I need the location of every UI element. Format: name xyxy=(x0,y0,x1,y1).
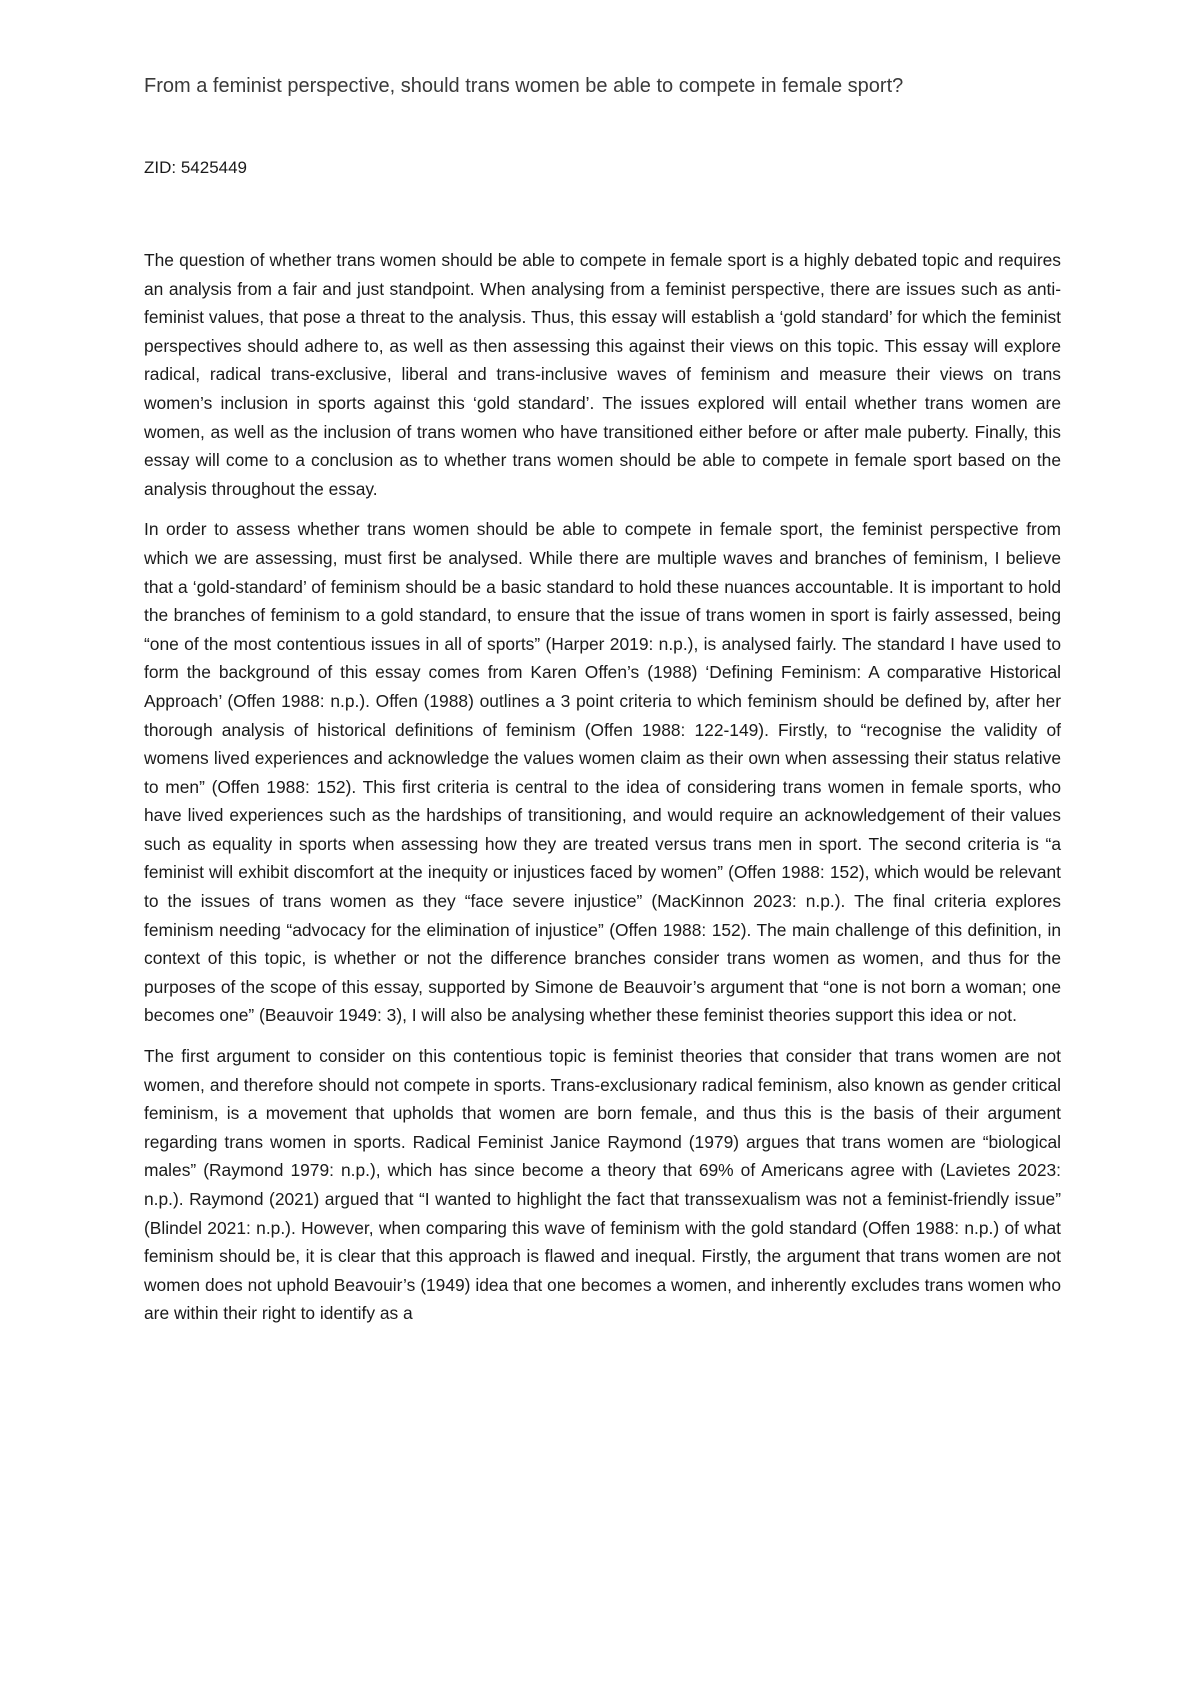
essay-paragraph-1: The question of whether trans women should be able to compete in female sport is a highly debated topic and requires an analysis from a fair and just standpoint. When analysing from a feminist perspective, there are issues such as anti-feminist values, that pose a threat to the analysis. Thus, this essay will establish a ‘gold standard’ for which the feminist perspectives should adhere to, as well as then assessing this against their views on this topic. This essay will explore radical, radical trans-exclusive, liberal and trans-inclusive waves of feminism and measure their views on trans women’s inclusion in sports against this ‘gold standard’. The issues explored will entail whether trans women are women, as well as the inclusion of trans women who have transitioned either before or after male puberty. Finally, this essay will come to a conclusion as to whether trans women should be able to compete in female sport based on the analysis throughout the essay. xyxy=(144,250,1061,499)
document-content xyxy=(144,72,1061,1340)
essay-body xyxy=(144,246,1061,1328)
essay-paragraph-2: In order to assess whether trans women should be able to compete in female sport, the feminist perspective from which we are assessing, must first be analysed. While there are multiple waves and branches of feminism, I believe that a ‘gold-standard’ of feminism should be a basic standard to hold these nuances accountable. It is important to hold the branches of feminism to a gold standard, to ensure that the issue of trans women in sport is fairly assessed, being “one of the most contentious issues in all of sports” (Harper 2019: n.p.), is analysed fairly. The standard I have used to form the background of this essay comes from Karen Offen’s (1988) ‘Defining Feminism: A comparative Historical Approach’ (Offen 1988: n.p.). Offen (1988) outlines a 3 point criteria to which feminism should be defined by, after her thorough analysis of historical definitions of feminism (Offen 1988: 122-149). Firstly, to “recognise the validity of womens lived experiences and acknowledge the values women claim as their own when assessing their status relative to men” (Offen 1988: 152). This first criteria is central to the idea of considering trans women in female sports, who have lived experiences such as the hardships of transitioning, and would require an acknowledgement of their values such as equality in sports when assessing how they are treated versus trans men in sport. The second criteria is “a feminist will exhibit discomfort at the inequity or injustices faced by women” (Offen 1988: 152), which would be relevant to the issues of trans women as they “face severe injustice” (MacKinnon 2023: n.p.). The final criteria explores feminism needing “advocacy for the elimination of injustice” (Offen 1988: 152). The main challenge of this definition, in context of this topic, is whether or not the difference branches consider trans women as women, and thus for the purposes of the scope of this essay, supported by Simone de Beauvoir’s argument that “one is not born a woman; one becomes one” (Beauvoir 1949: 3), I will also be analysing whether these feminist theories support this idea or not. xyxy=(144,519,1061,1026)
student-zid: ZID: 5425449 xyxy=(144,158,248,177)
document-title: From a feminist perspective, should trans women be able to compete in female sport? xyxy=(144,75,904,97)
essay-paragraph-3: The first argument to consider on this contentious topic is feminist theories that consider that trans women are not women, and therefore should not compete in sports. Trans-exclusionary radical feminism, also known as gender critical feminism, is a movement that upholds that women are born female, and thus this is the basis of their argument regarding trans women in sports. Radical Feminist Janice Raymond (1979) argues that trans women are “biological males” (Raymond 1979: n.p.), which has since become a theory that 69% of Americans agree with (Lavietes 2023: n.p.). Raymond (2021) argued that “I wanted to highlight the fact that transsexualism was not a feminist-friendly issue” (Blindel 2021: n.p.). However, when comparing this wave of feminism with the gold standard (Offen 1988: n.p.) of what feminism should be, it is clear that this approach is flawed and inequal. Firstly, the argument that trans women are not women does not uphold Beavouir’s (1949) idea that one becomes a women, and inherently excludes trans women who are within their right to identify as a xyxy=(144,1046,1061,1324)
